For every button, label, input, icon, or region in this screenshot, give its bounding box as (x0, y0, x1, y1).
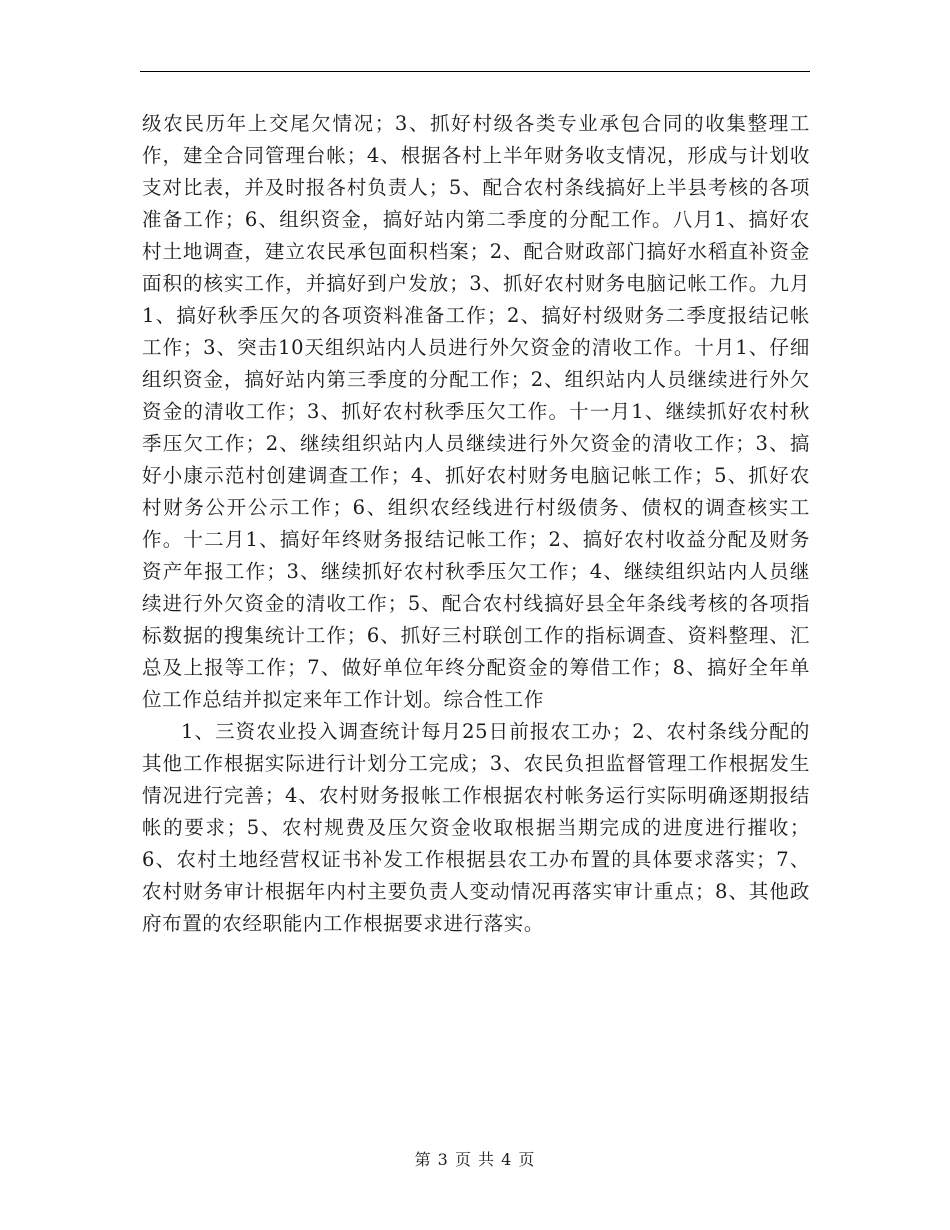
page-footer: 第 3 页 共 4 页 (414, 1150, 536, 1169)
header-rule (140, 71, 810, 72)
body-paragraph: 级农民历年上交尾欠情况；3、抓好村级各类专业承包合同的收集整理工作，建全合同管理台帐；4、根据各村上半年财务收支情况，形成与计划收支对比表，并及时报各村负责人；5、配合农村条线搞好上半县考核的各项准备工作；6、组织资金，搞好站内第二季度的分配工作。八月1、搞好农村土地调查，建立农民承包面积档案；2、配合财政部门搞好水稻直补资金面积的核实工作，并搞好到户发放；3、抓好农村财务电脑记帐工作。九月1、搞好秋季压欠的各项资料准备工作；2、搞好村级财务二季度报结记帐工作；3、突击10天组织站内人员进行外欠资金的清收工作。十月1、仔细组织资金，搞好站内第三季度的分配工作；2、组织站内人员继续进行外欠资金的清收工作；3、抓好农村秋季压欠工作。十一月1、继续抓好农村秋季压欠工作；2、继续组织站内人员继续进行外欠资金的清收工作；3、搞好小康示范村创建调查工作；4、抓好农村财务电脑记帐工作；5、抓好农村财务公开公示工作；6、组织农经线进行村级债务、债权的调查核实工作。十二月1、搞好年终财务报结记帐工作；2、搞好农村收益分配及财务资产年报工作；3、继续抓好农村秋季压欠工作；4、继续组织站内人员继续进行外欠资金的清收工作；5、配合农村线搞好县全年条线考核的各项指标数据的搜集统计工作；6、抓好三村联创工作的指标调查、资料整理、汇总及上报等工作；7、做好单位年终分配资金的筹借工作；8、搞好全年单位工作总结并拟定来年工作计划。综合性工作 (142, 112, 810, 711)
body-paragraph: 1、三资农业投入调查统计每月25日前报农工办；2、农村条线分配的其他工作根据实际进行计划分工完成；3、农民负担监督管理工作根据发生情况进行完善；4、农村财务报帐工作根据农村帐务运行实际明确逐期报结帐的要求；5、农村规费及压欠资金收取根据当期完成的进度进行摧收；6、农村土地经营权证书补发工作根据县农工办布置的具体要求落实；7、农村财务审计根据年内村主要负责人变动情况再落实审计重点；8、其他政府布置的农经职能内工作根据要求进行落实。 (142, 720, 810, 935)
document-body (142, 108, 810, 940)
